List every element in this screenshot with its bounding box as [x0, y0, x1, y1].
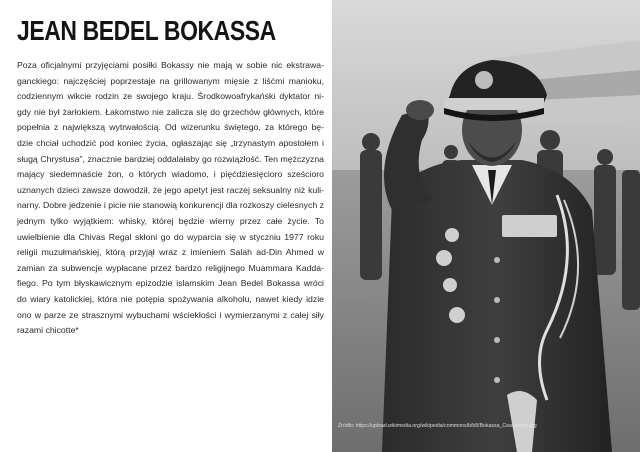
page-title: JEAN BEDEL BOKASSA — [17, 15, 276, 46]
photo-credit: Źródło: https://upload.wikimedia.org/wikipedia/commons/b/b8/Bokassa_Ceausescu.jpg — [338, 423, 537, 429]
photo-illustration — [332, 0, 640, 452]
article-body: Poza oficjalnymi przyjęciami posiłki Bokassy nie mają w sobie nic ekstrawa-ganckiego: najczęściej poprzestaje na grillowanym mięsie z liśćmi manioku, codziennym wikcie rodzin ze swojego kraju. Środkowoafrykański dyktator ni-gdy nie był żarłokiem. Łakomstwo nie zalicza się do grzechów głównych, które popełnia z największą wytrwałością. Od wizerunku świętego, za którego bę-dzie chciał uchodzić pod koniec życia, ogłaszając się „trzynastym apostołem i sługą Chrystusa", znacznie bardziej oddalałaby go rozwiązłość. Ten mężczyzna mający siedemnaście żon, o których wiadomo, i pięćdziesięciorо sześcioro uznanych dzieci zawsze dowodził, że jego apetyt jest raczej seksualny niż kuli-narny. Dobre jedzenie i picie nie stanowią konkurencji dla rozkoszy cielesnych z jednym tylko wyjątkiem: whisky, której będzie wierny przez całe życie. To uwielbienie dla Chivas Regal skłoni go do wyparcia się w styczniu 1977 roku religii muzułmańskiej, którą przyjął wraz z imieniem Salah ad-Din Ahmed w zamian za subwencje wypłacane przez bardzo religijnego Muammara Kadda-fiego. Po tym błyskawicznym epizodzie islamskim Jean Bedel Bokassa wróci do wiary katolickiej, która nie potępia spożywania alkoholu, nawet kiedy idzie ono w parze ze strasznymi wybuchami wściekłości i wymierzanymi z całej siły razami chicotte* — [17, 60, 324, 336]
bokassa-photo — [332, 0, 640, 452]
